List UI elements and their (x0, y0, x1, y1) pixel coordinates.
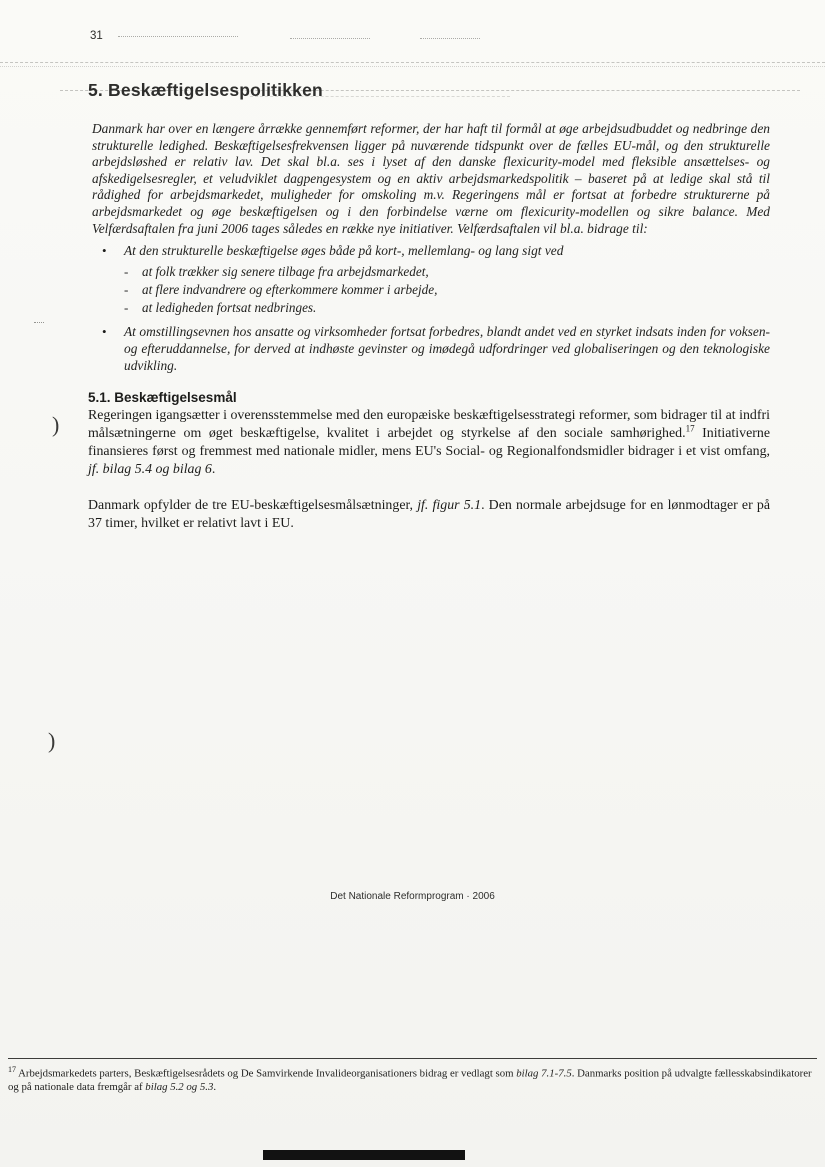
para1-text: Regeringen igangsætter i overensstemmelse med den europæiske beskæftigelsesstrategi reformer, som bidrager til at indfri målsætningerne om øget beskæftigelse, kvalitet i arbejdet og styrkelse af den sociale samhørighed. (88, 408, 770, 442)
list-item (102, 324, 770, 374)
scan-artifact-ruled-line-2 (0, 66, 825, 67)
para1-text: . (211, 462, 216, 478)
sub-bullet-list (124, 264, 770, 317)
footnote-text: . (213, 1081, 217, 1094)
bullet-list (102, 243, 770, 374)
chapter-heading: 5. Beskæftigelsespolitikken (88, 80, 323, 100)
para2-text: . Den normale arbejdsuge for en lønmodtager er på 37 timer, hvilket er relativt lavt i EU. (88, 498, 770, 532)
scan-artifact-margin-paren-1: ) (52, 412, 60, 437)
body-paragraph-2 (88, 497, 770, 533)
footnote-ref: 17 (685, 423, 695, 434)
cross-reference: bilag 7.1-7.5 (516, 1067, 572, 1080)
footnote (8, 1058, 817, 1095)
bullet-text: At den strukturelle beskæftigelse øges både på kort-, mellemlang- og lang sigt ved (124, 243, 564, 259)
bullet-icon: • (102, 324, 107, 340)
bullet-icon: • (102, 243, 107, 259)
list-item (102, 243, 770, 260)
scan-artifact-black-bar (263, 1150, 465, 1160)
cross-reference: bilag 5.2 og 5.3 (145, 1081, 214, 1094)
sub-bullet-text: at flere indvandrere og efterkommere kommer i arbejde, (142, 281, 438, 297)
dash-icon: - (124, 300, 129, 316)
scan-artifact-margin-paren-2: ) (48, 728, 56, 753)
sub-bullet-text: at folk trækker sig senere tilbage fra arbejdsmarkedet, (142, 263, 429, 279)
dash-icon: - (124, 263, 129, 279)
cross-reference: jf. figur 5.1 (417, 498, 482, 514)
body-paragraph-1 (88, 407, 770, 479)
bullet-text: At omstillingsevnen hos ansatte og virksomheder fortsat forbedres, blandt andet ved en styrket indsats inden for voksen- og efteruddannelse, for derved at indhøste gevinster og imødegå udfordringer ved globaliseringen og den teknologiske udvikling. (124, 324, 770, 373)
running-footer: Det Nationale Reformprogram · 2006 (330, 891, 495, 902)
dash-icon: - (124, 281, 129, 297)
para1-text: Initiativerne finansieres først og fremmest med nationale midler, mens EU's Social- og Regionalfondsmidler bidrager i et vist omfang, (88, 426, 771, 460)
footnote-text: . Danmarks position på udvalgte fællesskabsindikatorer og på nationale data fremgår af (8, 1067, 812, 1094)
list-item (124, 300, 770, 316)
page-number: 31 (90, 30, 103, 42)
section-heading: 5.1. Beskæftigelsesmål (88, 390, 237, 406)
para2-text: Danmark opfylder de tre EU-beskæftigelsesmålsætninger, (88, 498, 418, 514)
footnote-number: 17 (8, 1065, 16, 1074)
scan-artifact-dotline-top2 (290, 38, 370, 39)
scan-artifact-dash-left (34, 322, 44, 323)
intro-paragraph: Danmark har over en længere årrække gennemført reformer, der har haft til formål at øge arbejdsudbuddet og nedbringe den strukturelle ledighed. Beskæftigelsesfrekvensen ligger på nuværende tidspunkt over de fælles EU-mål, og den strukturelle arbejdsløshed er relativ lav. Det skal bl.a. ses i lyset af den danske flexicurity-model med fleksible ansættelses- og afskedigelsesregler, et veludviklet dagpengesystem og en aktiv arbejdsmarkedspolitik – baseret på at ledige skal stå til rådighed for arbejdsmarkedet, muligheder for omskoling m.v. Regeringens mål er fortsat at forbedre strukturerne på arbejdsmarkedet og øge beskæftigelsen og i den forbindelse værne om flexicurity-modellen og sikre balance. Med Velfærdsaftalen fra juni 2006 tages således en række nye initiativer. Velfærdsaftalen vil bl.a. bidrage til: (92, 121, 770, 236)
scan-artifact-ruled-line-1 (0, 62, 825, 63)
scan-artifact-dotline-top3 (420, 38, 480, 39)
list-item (124, 264, 770, 280)
sub-bullet-text: at ledigheden fortsat nedbringes. (142, 300, 317, 316)
cross-reference: jf. bilag 5.4 og bilag 6 (88, 462, 212, 478)
footnote-text: Arbejdsmarkedets parters, Beskæftigelsesrådets og De Samvirkende Invalideorganisationers bidrag er vedlagt som (16, 1067, 517, 1080)
scan-artifact-dotline-top (118, 36, 238, 37)
main-content (88, 80, 770, 551)
list-item (124, 282, 770, 298)
